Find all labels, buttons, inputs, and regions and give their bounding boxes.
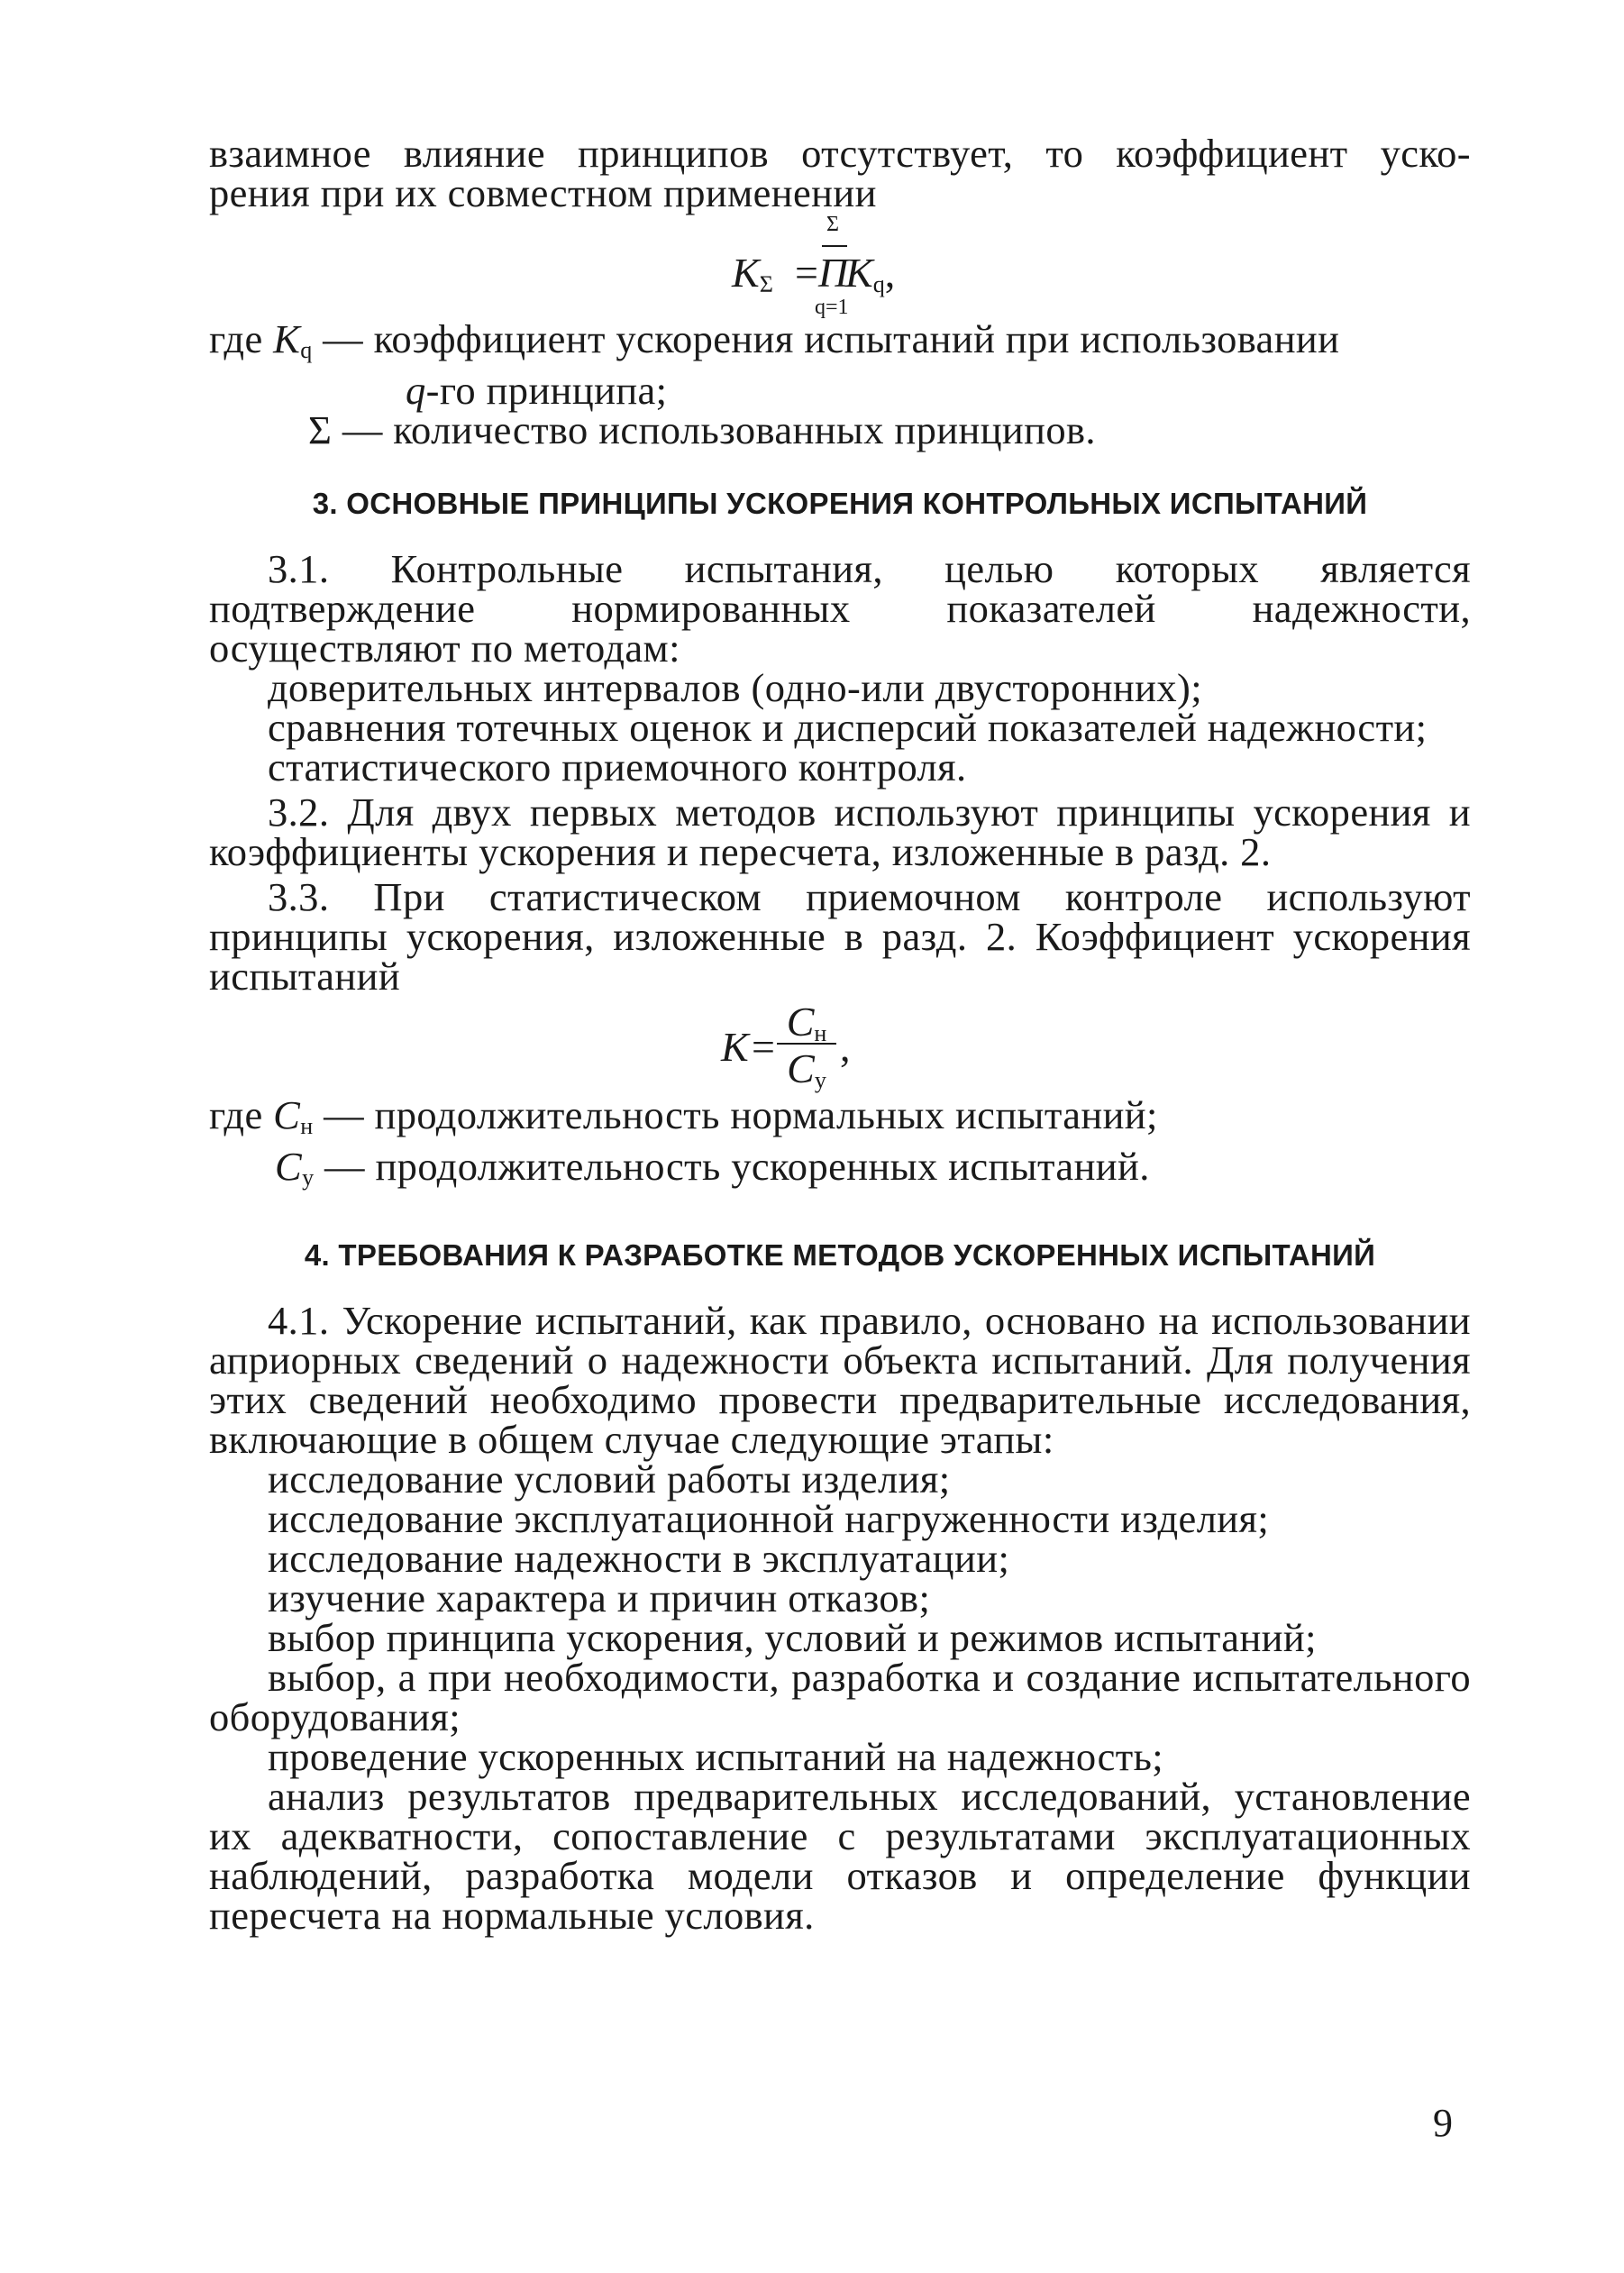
formula-product-upper: Σ [826,213,839,236]
method-item-3: статистического приемочного контроля. [268,744,967,790]
where2-line-1: где $C_н$ — продолжительность нормальных испытаний; [209,1092,1158,1139]
formula-fraction-comma: , [840,1024,851,1070]
method-item-2: сравнения тотечных оценок и дисперсий показателей надежности; [268,705,1428,750]
intro-line-1: взаимное влияние принципов отсутствует, то коэффициент уско- [209,131,1471,176]
stage-item-6: выбор, а при необходимости, разработка и создание испытательного оборудования; [209,1655,1471,1739]
stage-item-3: исследование надежности в эксплуатации; [268,1536,1010,1581]
where1-line-1: где $K_q$ — коэффициент ускорения испытаний при использовании [209,316,1340,363]
section-3-heading: 3. ОСНОВНЫЕ ПРИНЦИПЫ УСКОРЕНИЯ КОНТРОЛЬНЫХ ИСПЫТАНИЙ [312,487,1368,520]
formula-fraction-numerator: $C_н$ [786,999,827,1046]
formula-product-bar [822,245,847,247]
formula-product-rhs: $K_q$, [845,250,896,297]
formula-fraction-lhs: K [721,1024,749,1070]
formula-product-operator: П [818,250,849,296]
stage-item-8: анализ результатов предварительных исследований, установление их адекватности, сопоставление с результатами эксплуатационных наблюдений, разработка модели отказов и определение функции пересчета на нормальные условия. [209,1774,1471,1938]
paragraph-4-1: 4.1. Ускорение испытаний, как правило, основано на использовании априорных сведений о надежности объекта испытаний. Для получения этих сведений необходимо провести предварительные исследования, включающие в общем случае следующие этапы: [209,1298,1471,1462]
formula-fraction-eq: = [752,1024,775,1070]
document-page [209,131,1471,1938]
formula-product [209,213,1471,319]
section-4-heading: 4. ТРЕБОВАНИЯ К РАЗРАБОТКЕ МЕТОДОВ УСКОРЕННЫХ ИСПЫТАНИЙ [304,1238,1376,1272]
stage-item-5: выбор принципа ускорения, условий и режимов испытаний; [268,1615,1317,1660]
formula-fraction [209,996,1471,1095]
stage-item-4: изучение характера и причин отказов; [268,1575,931,1620]
where2-line-2: $C_у$ — продолжительность ускоренных испытаний. [275,1144,1150,1191]
formula-product-eq: = [795,250,818,296]
where1-line-3: Σ — количество использованных принципов. [308,407,1096,452]
formula-product-lower: q=1 [815,296,849,319]
paragraph-3-2: 3.2. Для двух первых методов используют принципы ускорения и коэффициенты ускорения и пересчета, изложенные в разд. 2. [209,790,1471,874]
formula-product-lhs: $K_\Sigma$ [732,250,773,297]
method-item-1: доверительных интервалов (одно-или двусторонних); [268,665,1202,710]
stage-item-7: проведение ускоренных испытаний на надежность; [268,1734,1164,1779]
page-number: 9 [1433,2101,1453,2145]
paragraph-3-1: 3.1. Контрольные испытания, целью которых является подтверждение нормированных показателей надежности, осуществляют по методам: [209,546,1471,671]
stage-item-2: исследование эксплуатационной нагруженности изделия; [268,1496,1270,1541]
formula-fraction-denominator: $C_у$ [787,1045,826,1093]
where1-line-2: q-го принципа; [406,368,668,413]
intro-line-2: рения при их совместном применении [209,170,877,215]
paragraph-3-3: 3.3. При статистическом приемочном контроле используют принципы ускорения, изложенные в разд. 2. Коэффициент ускорения испытаний [209,874,1471,999]
stage-item-1: исследование условий работы изделия; [268,1456,951,1502]
